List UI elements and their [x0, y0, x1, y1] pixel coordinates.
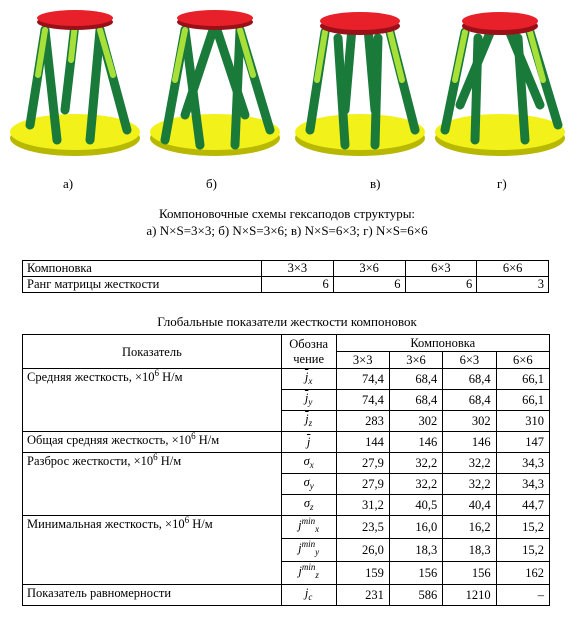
- figure-label-b: б): [206, 176, 217, 191]
- value-cell: 156: [389, 562, 442, 585]
- value-cell: 159: [336, 562, 389, 585]
- value-cell: 586: [389, 585, 442, 606]
- value-cell: 302: [389, 411, 442, 432]
- table-header-cell: Компоновка: [23, 261, 262, 277]
- value-cell: 1210: [443, 585, 496, 606]
- header-layout: Компоновка: [336, 335, 549, 352]
- table-row: [23, 585, 550, 606]
- value-cell: 68,4: [389, 369, 442, 390]
- value-cell: 68,4: [389, 390, 442, 411]
- table-cell: 6: [262, 277, 334, 293]
- value-cell: 147: [496, 432, 549, 453]
- indicator-label: Разброс жесткости, $\times 10^6$ Н/м: [23, 453, 282, 516]
- value-cell: 40,4: [443, 495, 496, 516]
- value-cell: 231: [336, 585, 389, 606]
- symbol-cell: $\sigma_y$: [281, 474, 336, 495]
- hexapod-6x3-image: [290, 10, 430, 160]
- value-cell: 15,2: [496, 516, 549, 539]
- table-row: [23, 432, 550, 453]
- table-header-row: [23, 335, 550, 352]
- symbol-cell: $\overline{j}$: [281, 432, 336, 453]
- symbol-cell: $\sigma_x$: [281, 453, 336, 474]
- value-cell: 31,2: [336, 495, 389, 516]
- indicator-label: Общая средняя жесткость, $\times 10^6$ Н/м: [23, 432, 282, 453]
- value-cell: 146: [389, 432, 442, 453]
- value-cell: 16,0: [389, 516, 442, 539]
- value-cell: 34,3: [496, 474, 549, 495]
- header-layout-cell: 6×3: [443, 352, 496, 369]
- value-cell: 66,1: [496, 369, 549, 390]
- hexapod-6x6-image: [430, 10, 570, 160]
- rank-table: [22, 260, 549, 293]
- figure-caption-line2: а) N×S=3×3; б) N×S=3×6; в) N×S=6×3; г) N×S=6×6: [146, 223, 428, 238]
- value-cell: 283: [336, 411, 389, 432]
- value-cell: 66,1: [496, 390, 549, 411]
- symbol-cell: $\sigma_z$: [281, 495, 336, 516]
- symbol-cell: $j^{min}_z$: [281, 562, 336, 585]
- table-row: [23, 453, 550, 474]
- header-indicator: Показатель: [23, 335, 282, 369]
- value-cell: 74,4: [336, 369, 389, 390]
- table-row: [23, 516, 550, 539]
- table-header-cell: 3×3: [262, 261, 334, 277]
- hexapod-3x3-image: [5, 10, 145, 160]
- value-cell: 146: [443, 432, 496, 453]
- figure-caption-line1: Компоновочные схемы гексаподов структуры:: [158, 206, 416, 221]
- symbol-cell: $j^{min}_y$: [281, 539, 336, 562]
- value-cell: 68,4: [443, 369, 496, 390]
- value-cell: 74,4: [336, 390, 389, 411]
- value-cell: 156: [443, 562, 496, 585]
- value-cell: 32,2: [389, 453, 442, 474]
- table-row: [23, 277, 549, 293]
- indicator-label: Минимальная жесткость, $\times 10^6$ Н/м: [23, 516, 282, 585]
- header-layout-cell: 6×6: [496, 352, 549, 369]
- value-cell: 16,2: [443, 516, 496, 539]
- symbol-cell: $\overline{j}_z$: [281, 411, 336, 432]
- table-row: [23, 369, 550, 390]
- value-cell: –: [496, 585, 549, 606]
- table-header-cell: 6×6: [477, 261, 549, 277]
- table-row: [23, 261, 549, 277]
- header-symbol: Обозна чение: [281, 335, 336, 369]
- value-cell: 18,3: [443, 539, 496, 562]
- value-cell: 27,9: [336, 453, 389, 474]
- value-cell: 23,5: [336, 516, 389, 539]
- symbol-cell: $j_c$: [281, 585, 336, 606]
- header-layout-cell: 3×6: [389, 352, 442, 369]
- hexapod-3x6-image: [145, 10, 285, 160]
- value-cell: 18,3: [389, 539, 442, 562]
- table-cell: 3: [477, 277, 549, 293]
- table-cell: Ранг матрицы жесткости: [23, 277, 262, 293]
- symbol-cell: $\overline{j}_x$: [281, 369, 336, 390]
- figure-label-a: а): [63, 176, 74, 191]
- stiffness-table: [22, 334, 550, 606]
- value-cell: 34,3: [496, 453, 549, 474]
- value-cell: 32,2: [443, 453, 496, 474]
- value-cell: 144: [336, 432, 389, 453]
- indicator-label: Средняя жесткость, $\times 10^6$ Н/м: [23, 369, 282, 432]
- header-layout-cell: 3×3: [336, 352, 389, 369]
- value-cell: 310: [496, 411, 549, 432]
- table-cell: 6: [405, 277, 477, 293]
- value-cell: 302: [443, 411, 496, 432]
- table-header-cell: 3×6: [333, 261, 405, 277]
- symbol-cell: $j^{min}_x$: [281, 516, 336, 539]
- table-cell: 6: [333, 277, 405, 293]
- hexapod-figures: [0, 0, 574, 160]
- value-cell: 68,4: [443, 390, 496, 411]
- figure-label-v: в): [370, 176, 381, 191]
- symbol-cell: $\overline{j}_y$: [281, 390, 336, 411]
- value-cell: 26,0: [336, 539, 389, 562]
- value-cell: 27,9: [336, 474, 389, 495]
- table-header-cell: 6×3: [405, 261, 477, 277]
- value-cell: 32,2: [443, 474, 496, 495]
- value-cell: 40,5: [389, 495, 442, 516]
- value-cell: 44,7: [496, 495, 549, 516]
- value-cell: 162: [496, 562, 549, 585]
- value-cell: 15,2: [496, 539, 549, 562]
- value-cell: 32,2: [389, 474, 442, 495]
- indicator-label: Показатель равномерности: [23, 585, 282, 606]
- table2-title: Глобальные показатели жесткости компоновок: [157, 314, 417, 329]
- figure-label-g: г): [497, 176, 507, 191]
